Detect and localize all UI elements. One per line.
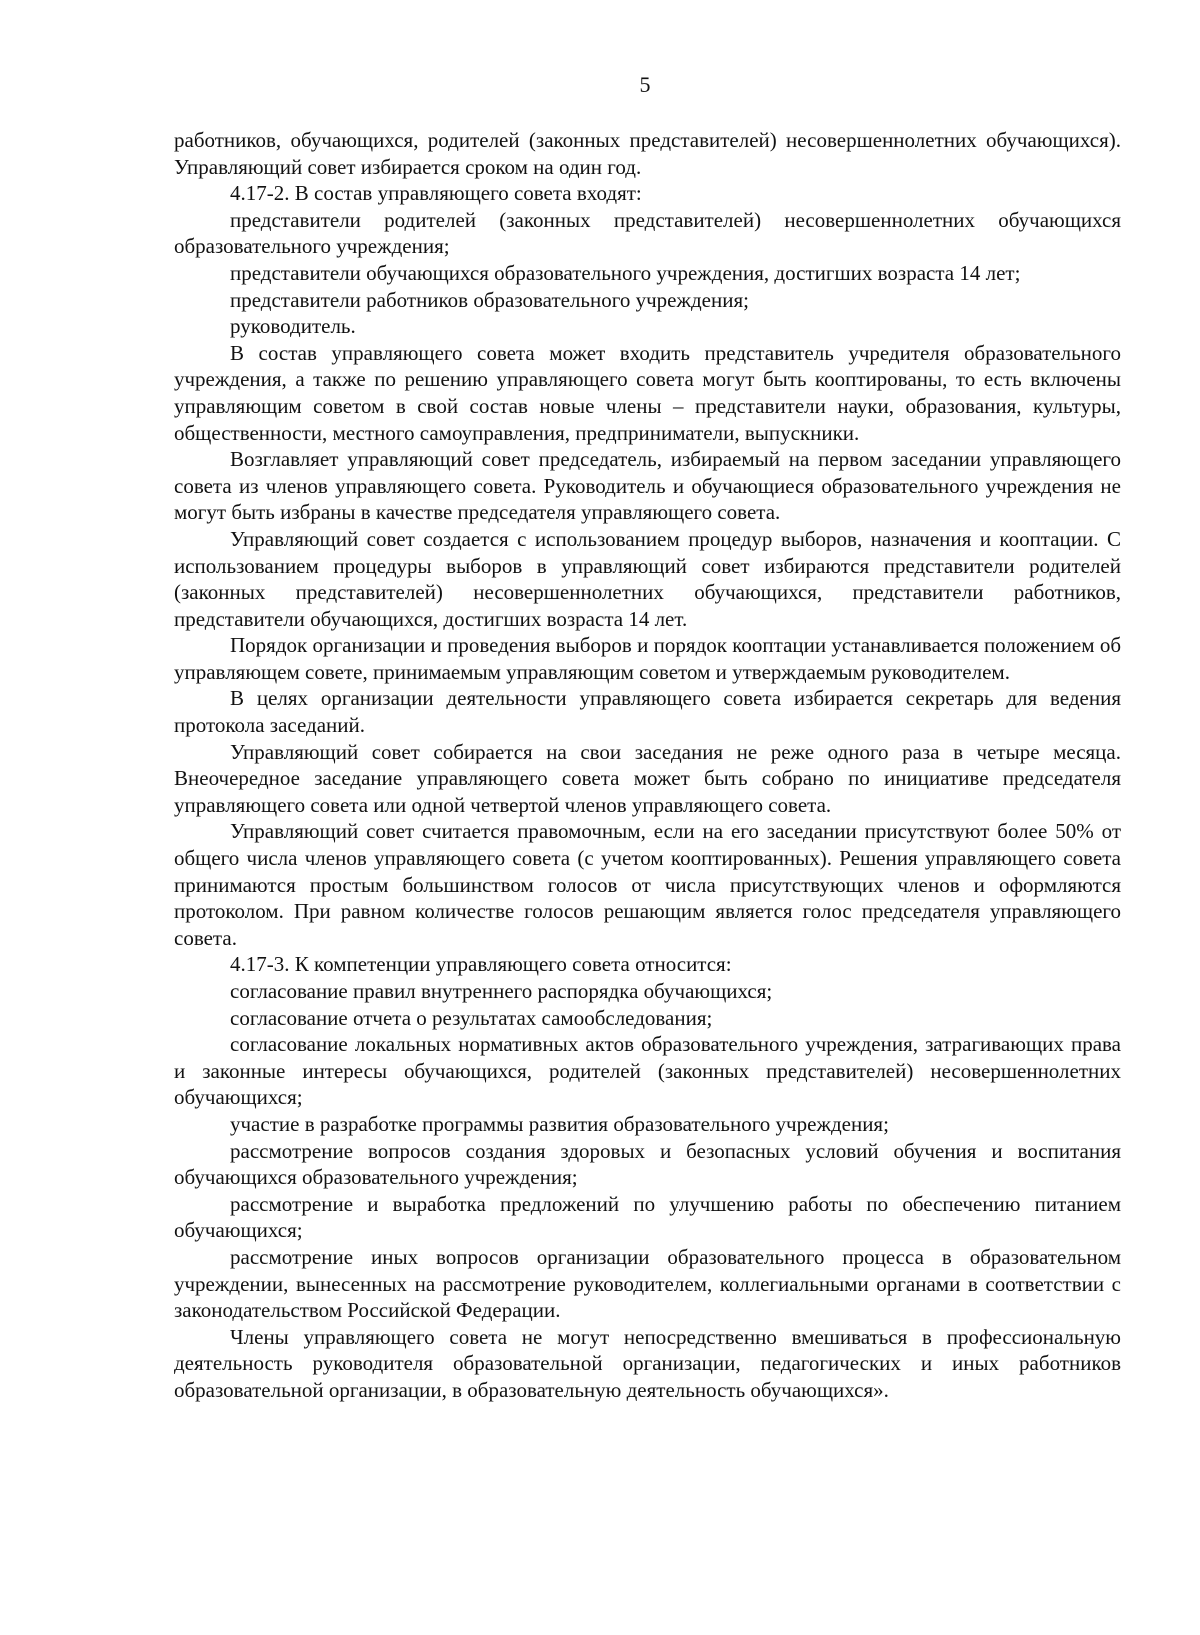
list-item-nutrition: рассмотрение и выработка предложений по улучшению работы по обеспечению питанием обучающихся; (174, 1191, 1121, 1243)
list-item-other-questions: рассмотрение иных вопросов организации образовательного процесса в образовательном учреждении, вынесенных на рассмотрение руководителем, коллегиальными органами в соответствии с законодательством Российской Федерации. (174, 1244, 1121, 1323)
list-item-development-program: участие в разработке программы развития образовательного учреждения; (230, 1111, 889, 1136)
list-item-students-representatives: представители обучающихся образовательного учреждения, достигших возраста 14 лет; (230, 260, 1021, 285)
list-item-staff-representatives: представители работников образовательного учреждения; (230, 287, 749, 312)
list-item-safe-conditions: рассмотрение вопросов создания здоровых и безопасных условий обучения и воспитания обучающихся образовательного учреждения; (174, 1138, 1121, 1190)
document-body (174, 127, 1121, 1404)
list-item-head: руководитель. (230, 314, 356, 339)
paragraph-meetings: Управляющий совет собирается на свои заседания не реже одного раза в четыре месяца. Внеочередное заседание управляющего совета может быть собрано по инициативе председателя управляющего совета или одной четвертой членов управляющего совета. (174, 739, 1121, 817)
paragraph-section-4-17-2: 4.17-2. В состав управляющего совета входят: (230, 181, 642, 206)
paragraph-quorum: Управляющий совет считается правомочным, если на его заседании присутствуют более 50% от общего числа членов управляющего совета (с учетом кооптированных). Решения управляющего совета принимаются простым большинством голосов от числа присутствующих членов и оформляются протоколом. При равном количестве голосов решающим является голос председателя управляющего совета. (174, 819, 1121, 950)
list-item-parents-representatives: представители родителей (законных представителей) несовершеннолетних обучающихся образовательного учреждения; (174, 207, 1121, 259)
page-number: 5 (639, 72, 651, 97)
paragraph-election-order: Порядок организации и проведения выборов и порядок кооптации устанавливается положением об управляющем совете, принимаемым управляющим советом и утверждаемым руководителем. (174, 633, 1121, 684)
paragraph-section-4-17-3: 4.17-3. К компетенции управляющего совета относится: (230, 952, 732, 977)
paragraph-chairman: Возглавляет управляющий совет председатель, избираемый на первом заседании управляющего совета из членов управляющего совета. Руководитель и обучающиеся образовательного учреждения не могут быть избраны в качестве председателя управляющего совета. (174, 447, 1121, 525)
list-item-internal-rules: согласование правил внутреннего распорядка обучающихся; (230, 979, 773, 1003)
paragraph-secretary: В целях организации деятельности управляющего совета избирается секретарь для ведения протокола заседаний. (174, 686, 1121, 738)
list-item-local-acts: согласование локальных нормативных актов образовательного учреждения, затрагивающих права и законные интересы обучающихся, родителей (законных представителей) несовершеннолетних обучающихся; (174, 1032, 1121, 1110)
paragraph-non-interference: Члены управляющего совета не могут непосредственно вмешиваться в профессиональную деятельность руководителя образовательной организации, педагогических и иных работников образовательной организации, в образовательную деятельность обучающихся». (174, 1324, 1121, 1402)
list-item-self-assessment: согласование отчета о результатах самообследования; (230, 1005, 713, 1030)
paragraph-formation-procedures: Управляющий совет создается с использованием процедур выборов, назначения и кооптации. С использованием процедуры выборов в управляющий совет избираются представители родителей (законных представителей) несовершеннолетних обучающихся, представители работников, представители обучающихся, достигших возраста 14 лет. (174, 526, 1121, 631)
paragraph-cooptation: В состав управляющего совета может входить представитель учредителя образовательного учреждения, а также по решению управляющего совета могут быть кооптированы, то есть включены управляющим советом в свой состав новые члены – представители науки, образования, культуры, общественности, местного самоуправления, предприниматели, выпускники. (174, 340, 1121, 445)
paragraph-continuation: работников, обучающихся, родителей (законных представителей) несовершеннолетних обучающихся). Управляющий совет избирается сроком на один год. (174, 128, 1121, 179)
